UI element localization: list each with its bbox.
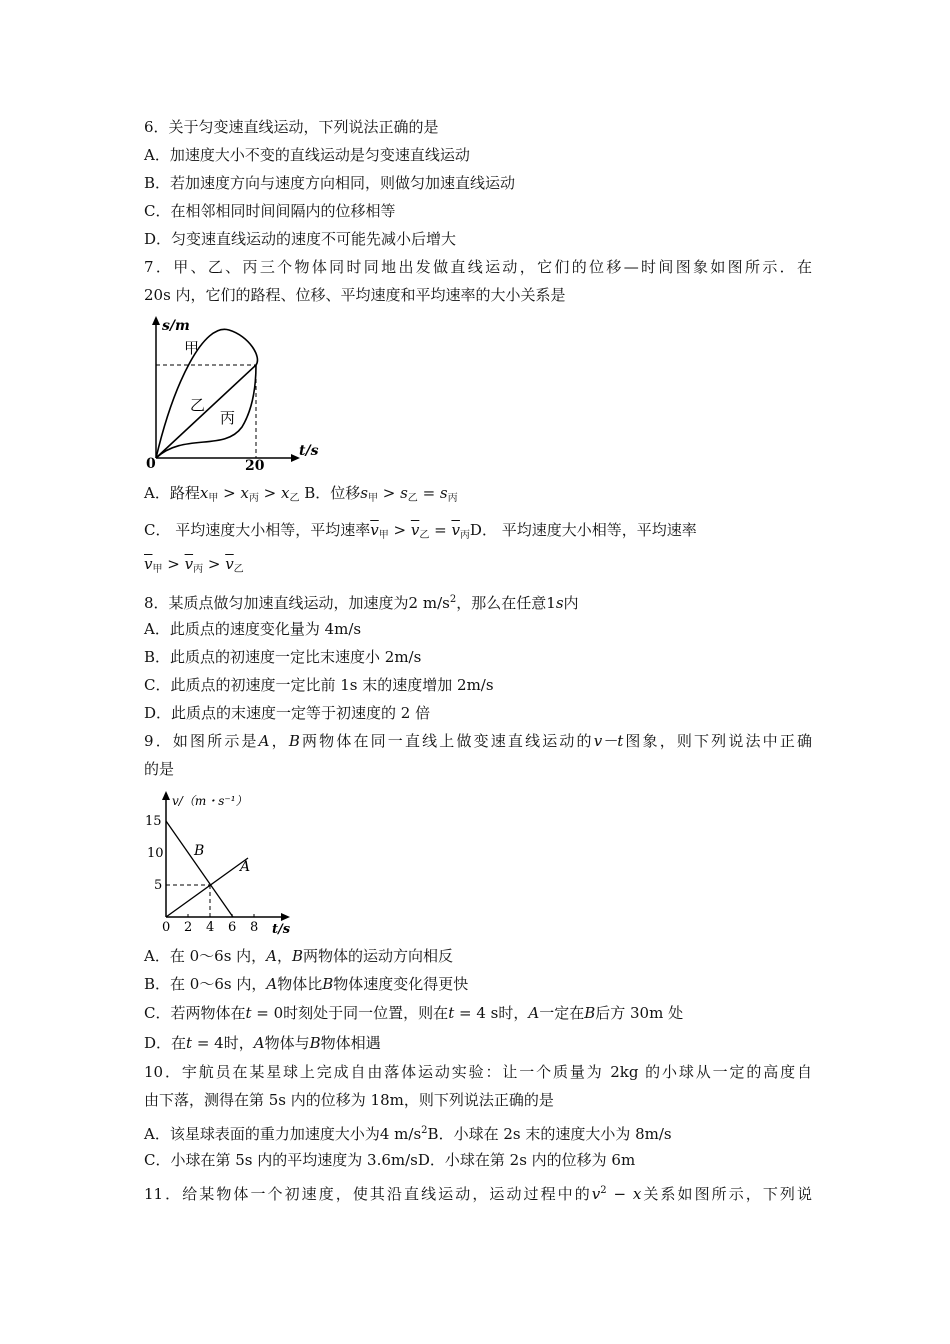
q7-op: > [258,484,281,502]
q8-stem-text: 8．某质点做匀加速直线运动，加速度为 [144,594,409,612]
q7-y-axis-label: s/m [162,318,190,334]
q7-op: = [417,484,440,502]
q9-stem-text: 两物体在同一直线上做变速直线运动的 [299,732,594,750]
q11-v: v [591,1185,601,1203]
q9-stem-line1 [144,731,812,751]
q9-stem-text: 9．如图所示是 [144,732,259,750]
q7-op: > [162,555,185,573]
q9-stem-line2: 的是 [144,760,175,778]
q7-line-yi [156,365,256,458]
q10-stem-line2: 由下落，测得在第 5s 内的位移为 18m，则下列说法正确的是 [144,1091,554,1109]
q10-unit-exponent: 2 [421,1125,428,1136]
q8-unit: / [437,594,443,612]
q7-sub: 乙 [289,493,300,504]
q8-stem [144,590,812,613]
q7-label-yi: 乙 [190,396,206,414]
q8-unit: s [442,594,450,612]
q8-one: 1 [546,594,556,612]
q7-options-cd [144,520,812,546]
q7-op: > [203,555,226,573]
q7-d-label: D． 平均速度大小相等，平均速率 [469,521,697,539]
q9-x-tick-8: 8 [250,920,259,935]
q7-sym: s [360,484,368,502]
q9-option-text: 时， [498,1004,529,1022]
q9-option-text: = 4 [192,1034,224,1052]
q6-option-b: B．若加速度方向与速度方向相同，则做匀加速直线运动 [144,174,516,192]
q9-obj: B [292,947,304,965]
q9-option-text: 物体与 [264,1034,310,1052]
q8-option-d: D．此质点的末速度一定等于初速度的 2 倍 [144,704,431,722]
q7-b-label: B．位移 [304,484,361,502]
q9-x-axis-arrow [281,913,290,921]
q10-option-b: B．小球在 2s 末的速度大小为 8m/s [427,1125,672,1143]
q7-option-d-continued [144,554,812,580]
q7-x-axis-label: t/s [299,443,319,459]
q7-sub: 甲 [208,493,219,504]
q8-option-a: A．此质点的速度变化量为 4m/s [144,620,362,638]
q10-accel-value: 4 [379,1125,390,1143]
q9-x-tick-6: 6 [228,920,237,935]
q7-sub: 乙 [419,530,430,541]
q7-stem-line2: 20s 内，它们的路程、位移、平均速度和平均速率的大小关系是 [144,286,566,304]
q10-unit: m [394,1125,409,1143]
q10-options-ab [144,1121,812,1144]
q9-option-a [144,946,812,966]
q9-option-text: B．在 0～6s 内， [144,975,267,993]
q9-comma: ， [277,947,293,965]
q8-sym-s: s [555,594,564,612]
q9-x-tick-4: 4 [206,920,215,935]
q7-x-tick-20: 20 [245,458,265,470]
q9-obj: A [266,947,277,965]
q9-obj: A [528,1004,540,1022]
q10-unit: / [408,1125,414,1143]
q8-stem-text: ，那么在任意 [456,594,547,612]
q9-obj: A [253,1034,265,1052]
q9-option-text: 时， [223,1034,254,1052]
q9-option-text: A．在 0～6s 内， [144,947,267,965]
q9-option-text: 后方 30m 处 [595,1004,684,1022]
q10-stem-line1: 10．宇航员在某星球上完成自由落体运动实验：让一个质量为 2kg 的小球从一定的高度自 [144,1063,812,1081]
q9-option-text: = 4 [454,1004,486,1022]
q7-a-label: A．路程 [144,484,200,502]
q7-sym: x [240,484,249,502]
q7-sub: 丙 [447,493,458,504]
q9-vt: v－t [593,732,624,750]
q9-obj: B [322,975,334,993]
q9-option-text: D．在 [144,1034,187,1052]
q9-y-tick-10: 10 [147,846,164,861]
q7-sym: $\overline{v}$ [370,521,379,539]
q6-stem: 6．关于匀变速直线运动，下列说法正确的是 [144,118,439,136]
q7-sub: 甲 [367,493,378,504]
q9-option-text: C．若两物体在 [144,1004,246,1022]
q10-options-cd [144,1150,812,1170]
q9-obj: B [584,1004,596,1022]
q7-c-label: C． 平均速度大小相等，平均速率 [144,521,371,539]
q9-option-text: 时刻处于同一位置，则在 [283,1004,449,1022]
q9-obj: B [288,732,300,750]
q11-exponent: 2 [600,1185,607,1196]
q7-op: > [377,484,401,502]
q9-stem-text: 图象，则下列说法中正确 [623,732,812,750]
q7-sub: 乙 [407,493,418,504]
q7-op: > [388,521,411,539]
q9-option-text: s [485,1004,499,1022]
q7-sym: $\overline{v}$ [144,555,153,573]
q11-stem-text: 关系如图所示，下列说 [641,1185,812,1203]
q10-option-c: C．小球在第 5s 内的平均速度为 3.6m/s [144,1151,418,1169]
q7-displacement-time-graph [144,312,324,470]
q9-option-text: 一定在 [539,1004,585,1022]
q7-sym: x [199,484,209,502]
q7-sub: 甲 [378,530,389,541]
q8-stem-text: 内 [563,594,579,612]
q9-option-text: 物体比 [277,975,323,993]
q7-sym: x [281,484,290,502]
q9-y-axis-arrow [162,791,170,800]
q11-minus-x: − x [606,1185,642,1203]
q9-line-b [166,821,233,917]
q7-curve-jia [156,329,257,458]
q7-op: > [218,484,241,502]
q9-obj: B [309,1034,321,1052]
q9-option-text: 物体速度变化得更快 [333,975,469,993]
q9-t: t [245,1004,252,1022]
q7-sym: s [439,484,448,502]
q9-label-a: A [240,859,251,875]
q7-y-axis-arrow [152,316,160,325]
q9-option-c [144,1003,812,1023]
q7-sym: $\overline{v}$ [410,521,420,539]
q10-unit: s [413,1125,422,1143]
q8-accel-value: 2 [408,594,419,612]
q7-stem-line1: 7．甲、乙、丙三个物体同时同地出发做直线运动，它们的位移—时间图象如图所示．在 [144,258,812,276]
q7-sym: $\overline{v}$ [451,521,460,539]
q7-sub: 丙 [459,530,470,541]
q9-x-axis-label: t/s [272,922,291,937]
q8-option-c: C．此质点的初速度一定比前 1s 末的速度增加 2m/s [144,676,494,694]
q10-option-d: D．小球在第 2s 内的位移为 6m [417,1151,636,1169]
q9-x-tick-0: 0 [162,920,171,935]
q9-option-text: = 0 [251,1004,284,1022]
q7-label-bing: 丙 [220,409,236,427]
q11-stem [144,1181,812,1204]
q7-sub: 乙 [233,564,244,575]
q11-stem-text: 11．给某物体一个初速度，使其沿直线运动，运动过程中的 [144,1185,592,1203]
q9-t: t [186,1034,193,1052]
q9-t: t [448,1004,455,1022]
q6-option-d: D．匀变速直线运动的速度不可能先减小后增大 [144,230,457,248]
q7-sym: $\overline{v}$ [225,555,234,573]
q8-unit: m [422,594,438,612]
q9-option-text: 物体相遇 [320,1034,381,1052]
q8-unit-exponent: 2 [449,594,457,605]
q9-option-b [144,974,812,994]
q9-comma: ， [269,732,289,750]
q7-options-ab [144,483,812,509]
q7-sym: $\overline{v}$ [184,555,194,573]
q9-obj: A [258,732,270,750]
q10-option-text: A．该星球表面的重力加速度大小为 [144,1125,380,1143]
q9-y-tick-5: 5 [154,878,163,893]
q9-label-b: B [194,843,205,859]
q9-y-tick-15: 15 [145,814,162,829]
q9-option-d [144,1033,812,1053]
q9-line-a [166,858,251,917]
q6-option-c: C．在相邻相同时间间隔内的位移相等 [144,202,396,220]
q7-label-jia: 甲 [184,339,200,357]
q7-sub: 甲 [152,564,163,575]
q9-y-axis-label: v/（m・s⁻¹） [172,794,248,808]
q7-origin-label: 0 [146,456,156,470]
q7-sub: 丙 [193,564,204,575]
q8-option-b: B．此质点的初速度一定比末速度小 2m/s [144,648,422,666]
q7-sub: 丙 [248,493,259,504]
q6-option-a: A．加速度大小不变的直线运动是匀变速直线运动 [144,146,470,164]
q7-sym: s [400,484,408,502]
q9-x-tick-2: 2 [184,920,193,935]
q9-obj: A [266,975,278,993]
q9-option-text: 两物体的运动方向相反 [303,947,454,965]
q7-op: = [429,521,452,539]
q9-velocity-time-graph [144,787,304,937]
